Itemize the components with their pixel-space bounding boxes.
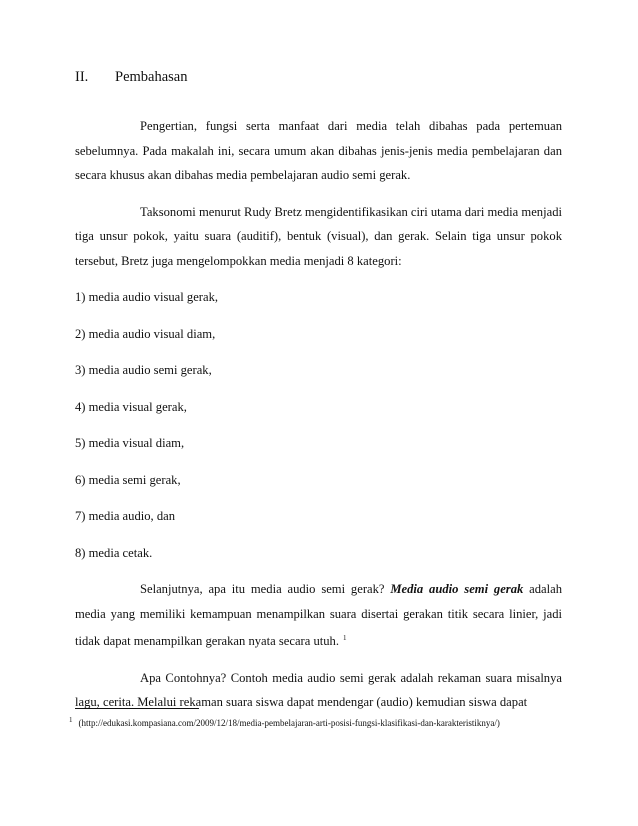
section-number: II. xyxy=(75,69,89,85)
list-item: 2) media audio visual diam, xyxy=(75,326,216,341)
paragraph-intro: Pengertian, fungsi serta manfaat dari media telah dibahas pada pertemuan sebelumnya. Pada makalah ini, secara umum akan dibahas jenis-jenis media pembelajaran dan secara khusus akan dibahas media pembelajaran audio semi gerak. xyxy=(75,119,562,182)
definition-lead: Selanjutnya, apa itu media audio semi gerak? xyxy=(140,582,391,596)
definition-term: Media audio semi gerak xyxy=(390,582,524,596)
body-text xyxy=(75,114,562,727)
category-list xyxy=(75,285,562,565)
paragraph-taxonomy: Taksonomi menurut Rudy Bretz mengidentifikasikan ciri utama dari media menjadi tiga unsur pokok, yaitu suara (auditif), bentuk (visual), dan gerak. Selain tiga unsur pokok tersebut, Bretz juga mengelompokkan media menjadi 8 kategori: xyxy=(75,204,562,268)
paragraph-definition xyxy=(75,577,562,654)
footnote-divider xyxy=(75,708,199,709)
footnote xyxy=(69,713,569,730)
section-title: Pembahasan xyxy=(115,69,188,85)
list-item: 1) media audio visual gerak, xyxy=(75,290,219,304)
footnote-text: (http://edukasi.kompasiana.com/2009/12/18/media-pembelajaran-arti-posisi-fungsi-klasifikasi-dan-karakteristiknya/) xyxy=(78,718,500,728)
definition-body: adalah media yang memiliki kemampuan menampilkan suara disertai gerakan titik secara linier, jadi tidak dapat menampilkan gerakan nyata secara utuh. xyxy=(75,582,562,649)
paragraph-example: Apa Contohnya? Contoh media audio semi gerak adalah rekaman suara misalnya lagu, cerita. Melalui rekaman suara siswa dapat mendengar (audio) kemudian siswa dapat xyxy=(75,670,562,710)
footnote-reference: 1 xyxy=(343,634,347,642)
list-item: 6) media semi gerak, xyxy=(75,472,181,487)
footnote-mark: 1 xyxy=(69,716,73,724)
list-item: 3) media audio semi gerak, xyxy=(75,363,212,377)
list-item: 7) media audio, dan xyxy=(75,509,176,523)
list-item: 8) media cetak. xyxy=(75,545,153,560)
list-item: 5) media visual diam, xyxy=(75,436,185,450)
section-heading xyxy=(75,67,187,87)
list-item: 4) media visual gerak, xyxy=(75,399,187,414)
